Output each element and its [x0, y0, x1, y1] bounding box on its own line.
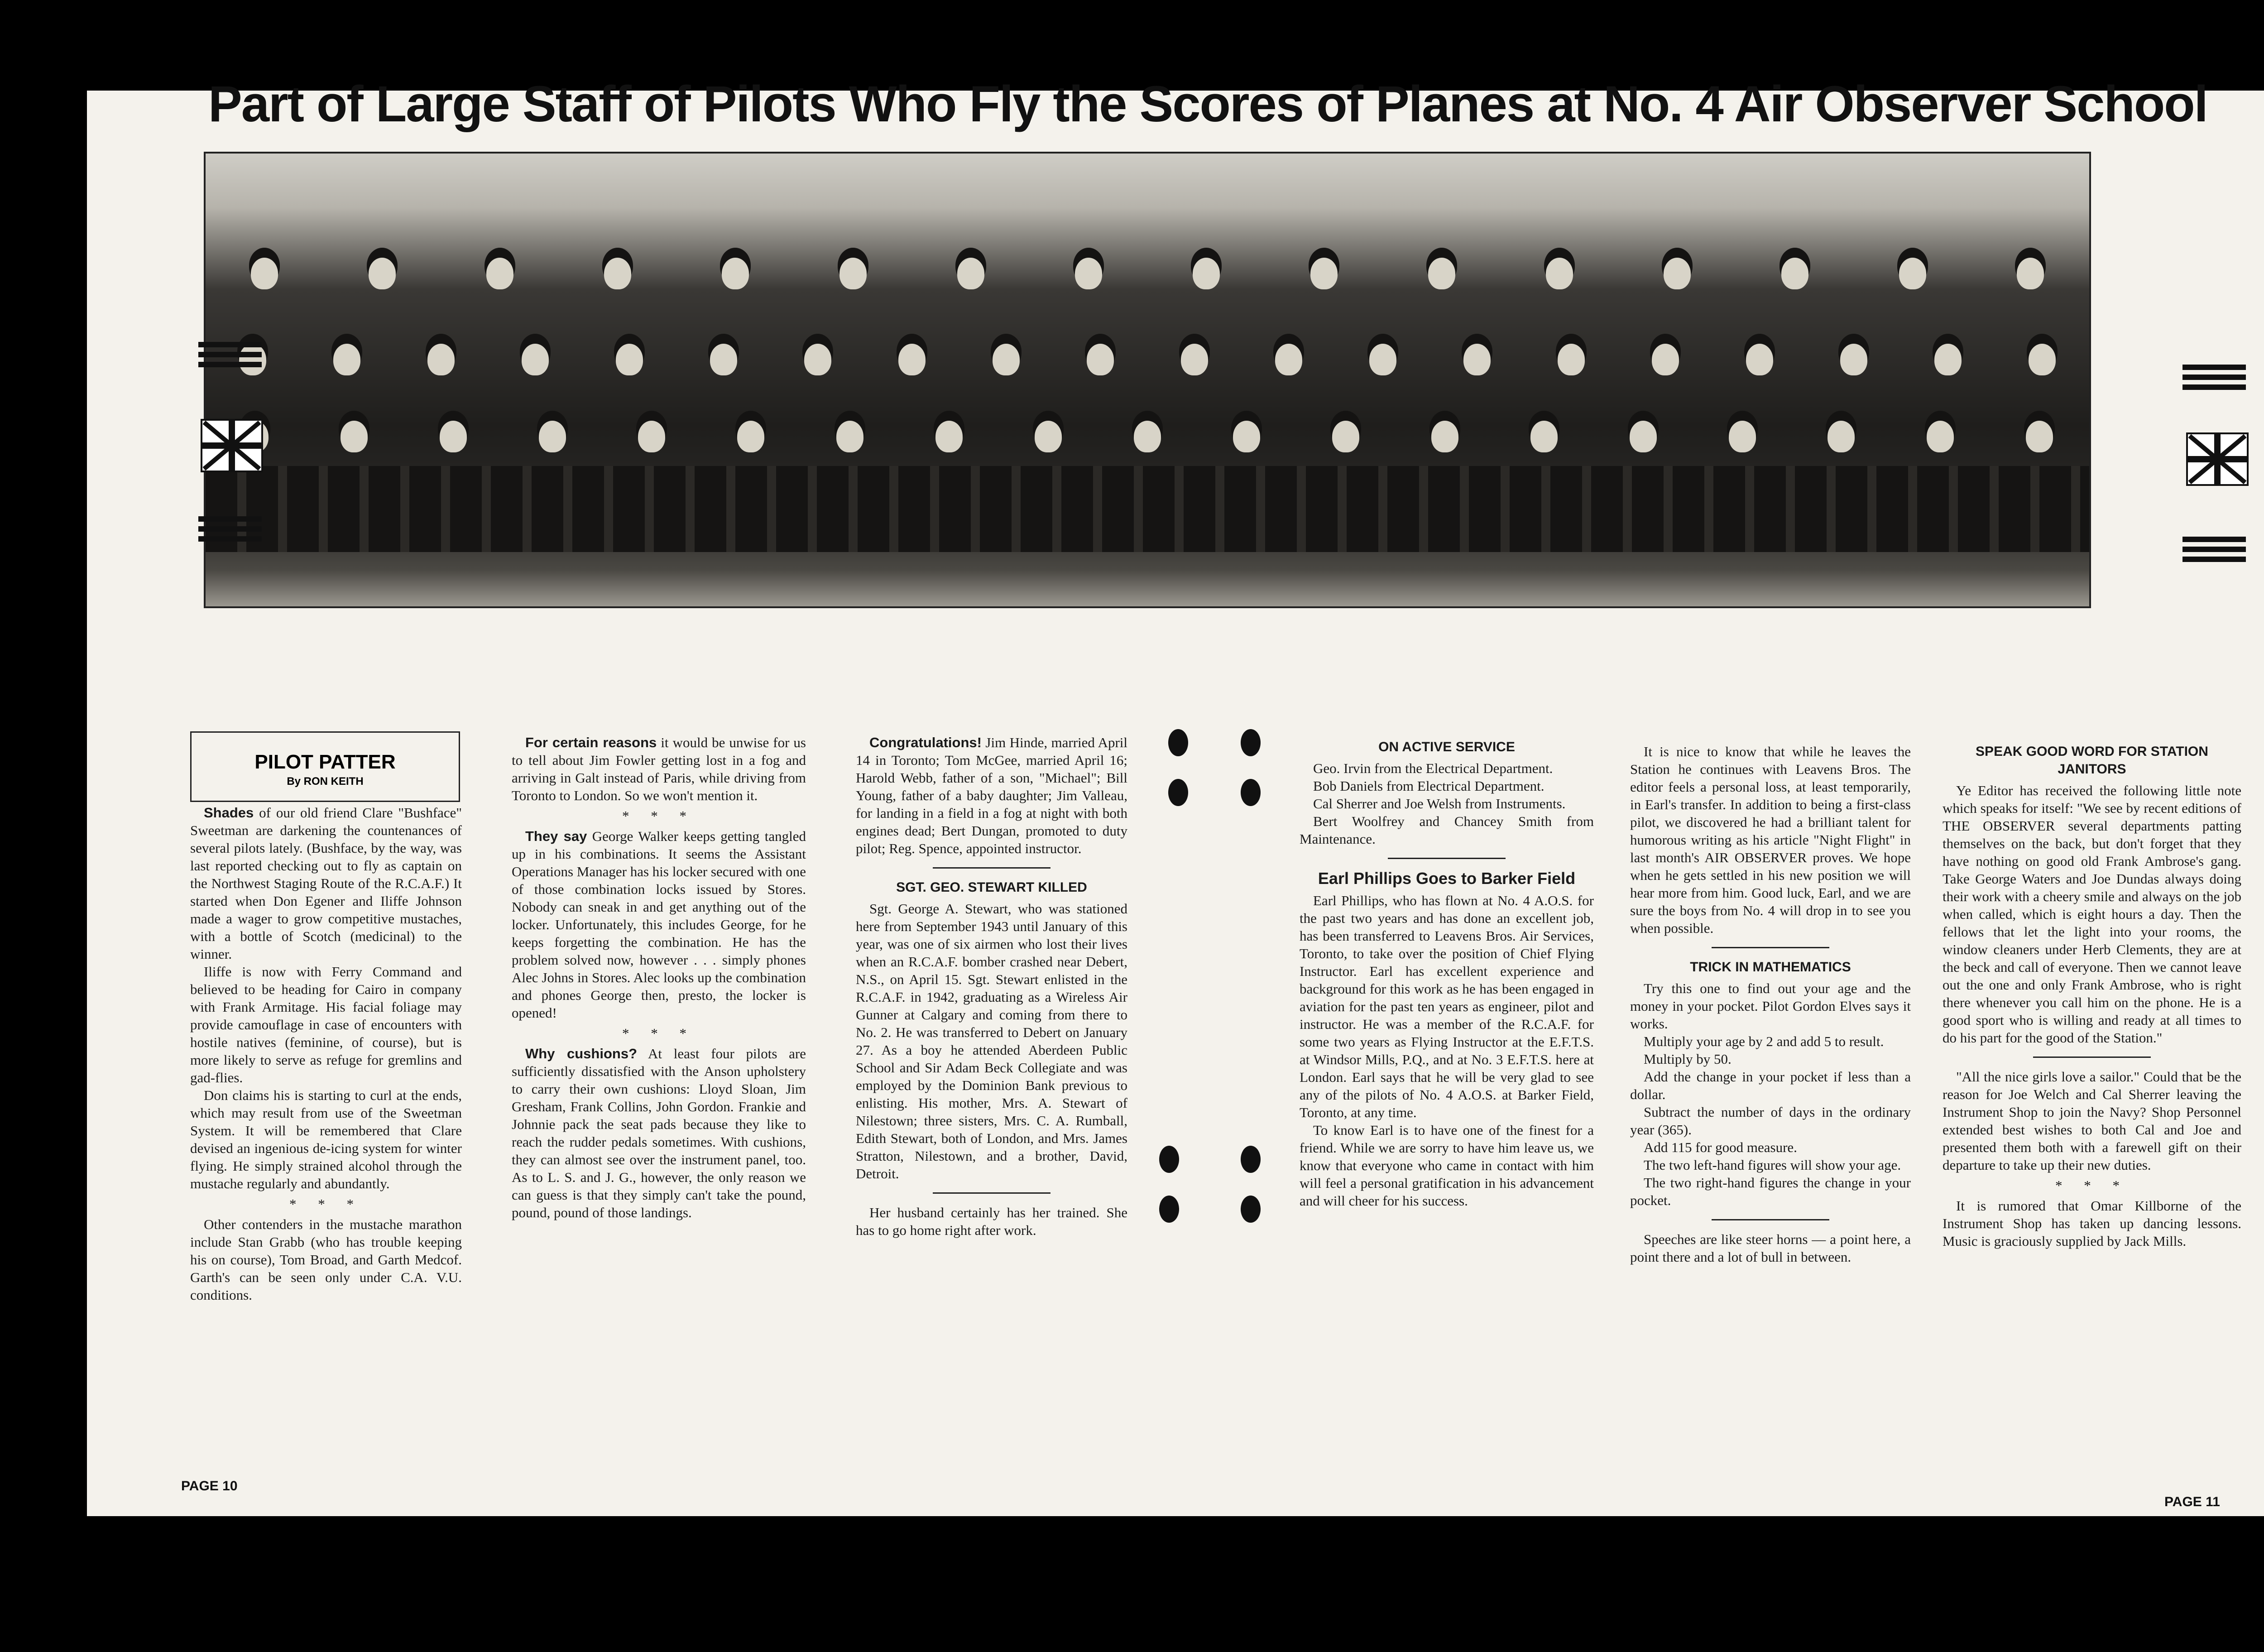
- lead-word: Shades: [204, 805, 254, 821]
- paragraph: The two right-hand figures the change in your pocket.: [1630, 1175, 1911, 1208]
- section-heading: SGT. GEO. STEWART KILLED: [896, 880, 1087, 895]
- right-rule-bottom: [2182, 537, 2246, 567]
- binding-hole: [1159, 1196, 1179, 1223]
- lead-word: For certain reasons: [525, 735, 657, 750]
- paragraph: It is rumored that Omar Killborne of the Instrument Shop has taken up dancing lessons. Music is graciously supplied by Jack Mills.: [1943, 1198, 2241, 1249]
- paragraph: Cal Sherrer and Joe Welsh from Instruments.: [1313, 796, 1566, 812]
- paragraph: Add 115 for good measure.: [1644, 1139, 1797, 1155]
- column-1: [190, 804, 462, 1304]
- right-flag-icon: [2186, 432, 2249, 486]
- paragraph: Jim Hinde, married April 14 in Toronto; Tom McGee, married April 16; Harold Webb, father of a son, "Michael"; Bill Young, father of a baby daughter; Jim Valleau, for landing in a field in a fog at night with both engines dead; Bert Dungan, promoted to duty pilot; Reg. Spence, appointed instructor.: [856, 735, 1128, 856]
- lead-word: Why cushions?: [525, 1046, 638, 1061]
- paragraph: "All the nice girls love a sailor." Could that be the reason for Joe Welch and Cal Sherrer leaving the Instrument Shop to join the Navy? Shop Personnel extended best wishes to both Cal and Joe and presented them both with a farewell gift on their departure to take up their new duties.: [1943, 1069, 2241, 1173]
- divider: [1388, 858, 1506, 859]
- section-heading: TRICK IN MATHEMATICS: [1690, 960, 1851, 975]
- page-number-left: PAGE 10: [181, 1479, 238, 1494]
- page-number-right: PAGE 11: [2164, 1494, 2220, 1509]
- paragraph: Don claims his is starting to curl at the ends, which may result from use of the Sweetman System. It will be remembered that Clare devised an ingenious de-icing system for winter flying. He simply strained alcohol through the mustache regularly and abundantly.: [190, 1087, 462, 1191]
- divider: [933, 867, 1050, 869]
- binding-hole: [1159, 1146, 1179, 1173]
- paragraph: At least four pilots are sufficiently dissatisfied with the Anson upholstery to carry their own cushions: Lloyd Sloan, Jim Gresham, Frank Collins, John Gordon. Frankie and Johnnie pack the seat pads because they like to reach the rudder pedals sometimes. With cushions, they can almost see over the instrument panel, too. As to L. S. and J. G., however, the only reason we can guess is that they simply can't take the pound, pound, pound of those landings.: [512, 1046, 806, 1220]
- divider: [1712, 1219, 1829, 1220]
- left-rule-top: [198, 342, 262, 372]
- binding-hole: [1241, 1146, 1261, 1173]
- section-heading: SPEAK GOOD WORD FOR STATION JANITORS: [1976, 744, 2208, 777]
- separator-stars: * * *: [289, 1196, 363, 1212]
- column-5: [1630, 743, 1911, 1266]
- pilot-patter-heading-box: [190, 731, 460, 802]
- paragraph: it would be unwise for us to tell about Jim Fowler getting lost in a fog and arriving in Galt instead of Paris, while driving from Toronto to London. So we won't mention it.: [512, 735, 806, 803]
- binding-hole: [1241, 729, 1261, 756]
- paragraph: Multiply by 50.: [1644, 1051, 1732, 1067]
- divider: [933, 1192, 1050, 1194]
- paragraph: Add the change in your pocket if less than a dollar.: [1630, 1069, 1911, 1102]
- paragraph: Bob Daniels from Electrical Department.: [1313, 778, 1545, 794]
- paragraph: Ye Editor has received the following little note which speaks for itself: "We see by recent editions of THE OBSERVER several departments patting themselves on the back, but don't forget that they have nothing on good old Frank Ambrose's gang. Take George Waters and Joe Dundas always doing their work with a cheery smile and always on the job when called, which is eight hours a day. Then the fellows that let the light into your rooms, the window cleaners under Herb Clements, they are at the beck and call of everyone. Then we cannot leave out the one and only Frank Ambrose, who is right there whenever you call him on the phone. He is a good sport who is willing and ready at all times to do his part for the good of the Station.": [1943, 783, 2241, 1046]
- paragraph: Bert Woolfrey and Chancey Smith from Maintenance.: [1300, 813, 1594, 847]
- lead-word: Congratulations!: [869, 735, 982, 750]
- binding-hole: [1168, 729, 1188, 756]
- paragraph: Earl Phillips, who has flown at No. 4 A.O.S. for the past two years and has done an excellent job, has been transferred to Leavens Bros. Air Services, Toronto, to take over the position of Chief Flying Instructor. Earl has excellent experience and background for this work as he has been engaged in aviation for the past ten years as engineer, pilot and instructor. He was a member of the R.C.A.F. for some two years as Flying Instructor at the E.F.T.S. at Windsor Mills, P.Q., and at No. 3 E.F.T.S. here at London. Earl says that he will be very glad to see any of the pilots of No. 4 A.O.S. at Barker Field, Toronto, at any time.: [1300, 893, 1594, 1120]
- paragraph: It is nice to know that while he leaves the Station he continues with Leavens Bros. The editor feels a personal loss, at least temporarily, in Earl's transfer. In addition to being a first-class pilot, we discovered he had a brilliant talent for humorous writing as his article "Night Flight" in last month's AIR OBSERVER proves. We hope when he gets settled in his new position we will hear more from him. Good luck, Earl, and we are sure the boys from No. 4 will drop in to see you when possible.: [1630, 744, 1911, 936]
- divider: [1712, 947, 1829, 948]
- section-heading: ON ACTIVE SERVICE: [1378, 740, 1515, 754]
- left-flag-icon: [201, 419, 263, 472]
- paragraph: Multiply your age by 2 and add 5 to result.: [1644, 1033, 1884, 1049]
- section-heading: Earl Phillips Goes to Barker Field: [1318, 869, 1576, 888]
- separator-stars: * * *: [622, 808, 696, 824]
- photo-front-row: [206, 421, 2089, 452]
- column-3: [856, 734, 1127, 1239]
- separator-stars: * * *: [2055, 1177, 2129, 1193]
- binding-hole: [1241, 1196, 1261, 1223]
- byline: By RON KEITH: [287, 775, 364, 788]
- divider: [2033, 1057, 2151, 1058]
- photo-middle-row: [206, 344, 2089, 375]
- column-6: [1943, 743, 2241, 1250]
- section-heading: PILOT PATTER: [254, 751, 396, 773]
- paragraph: Geo. Irvin from the Electrical Department.: [1313, 760, 1553, 776]
- group-photo: [204, 152, 2091, 608]
- paragraph: The two left-hand figures will show your age.: [1644, 1157, 1901, 1173]
- binding-hole: [1241, 779, 1261, 806]
- photo-back-row: [206, 258, 2089, 289]
- paragraph: Iliffe is now with Ferry Command and believed to be heading for Cairo in company with Frank Armitage. His facial foliage may provide camouflage in case of encounters with hostile natives (feminine, of course), but is more likely to serve as refuge for gremlins and gad-flies.: [190, 964, 462, 1085]
- separator-stars: * * *: [622, 1025, 696, 1041]
- paragraph: of our old friend Clare "Bushface" Sweetman are darkening the countenances of several pilots lately. (Bushface, by the way, was last reported checking out to fly as captain on the Northwest Staging Route of the R.C.A.F.) It started when Don Egener and Iliffe Johnson made a wager to grow competitive mustaches, with a bottle of Scotch (medicinal) to the winner.: [190, 805, 462, 962]
- page-title: Part of Large Staff of Pilots Who Fly the Scores of Planes at No. 4 Air Observer School: [208, 76, 2207, 132]
- right-rule-top: [2182, 365, 2246, 394]
- column-4: [1300, 738, 1594, 1210]
- lead-word: They say: [525, 828, 587, 844]
- left-rule-bottom: [198, 516, 262, 546]
- paragraph: To know Earl is to have one of the finest for a friend. While we are sorry to have him leave us, we know that everyone who came in contact with him will feel a personal gratification in his advancement and will cheer for his success.: [1300, 1122, 1594, 1209]
- paragraph: Her husband certainly has her trained. She has to go home right after work.: [856, 1205, 1127, 1238]
- binding-hole: [1168, 779, 1188, 806]
- paragraph: Try this one to find out your age and the money in your pocket. Pilot Gordon Elves says it works.: [1630, 980, 1911, 1032]
- paragraph: George Walker keeps getting tangled up in his combinations. It seems the Assistant Operations Manager has his locker secured with one of those combination locks issued by Stores. Nobody can sneak in and get anything out of the locker. Unfortunately, this includes George, for he keeps forgetting the combination. He has the problem solved now, however . . . simply phones Alec Johns in Stores. Alec looks up the combination and phones George then, presto, the locker is opened!: [512, 828, 806, 1021]
- paragraph: Sgt. George A. Stewart, who was stationed here from September 1943 until January of this year, was one of six airmen who lost their lives when an R.C.A.F. bomber crashed near Debert, N.S., on April 15. Sgt. Stewart enlisted in the R.C.A.F. in 1942, graduating as a Wireless Air Gunner at Calgary and coming from there to No. 2. He was transferred to Debert on January 27. As a boy he attended Aberdeen Public School and Sir Adam Beck Collegiate and was employed by the Dominion Bank previous to enlisting. His mother, Mrs. A. Stewart of Nilestown; three sisters, Mrs. C. A. Rumball, Edith Stewart, both of London, and Mrs. James Stratton, Nilestown, and a brother, David, Detroit.: [856, 901, 1127, 1181]
- column-2: [512, 734, 806, 1221]
- paragraph: Subtract the number of days in the ordinary year (365).: [1630, 1104, 1911, 1138]
- paragraph: Other contenders in the mustache marathon include Stan Grabb (who has trouble keeping his on course), Tom Broad, and Garth Medcof. Garth's can be seen only under C.A. V.U. conditions.: [190, 1216, 462, 1303]
- paragraph: Speeches are like steer horns — a point here, a point there and a lot of bull in between.: [1630, 1231, 1911, 1265]
